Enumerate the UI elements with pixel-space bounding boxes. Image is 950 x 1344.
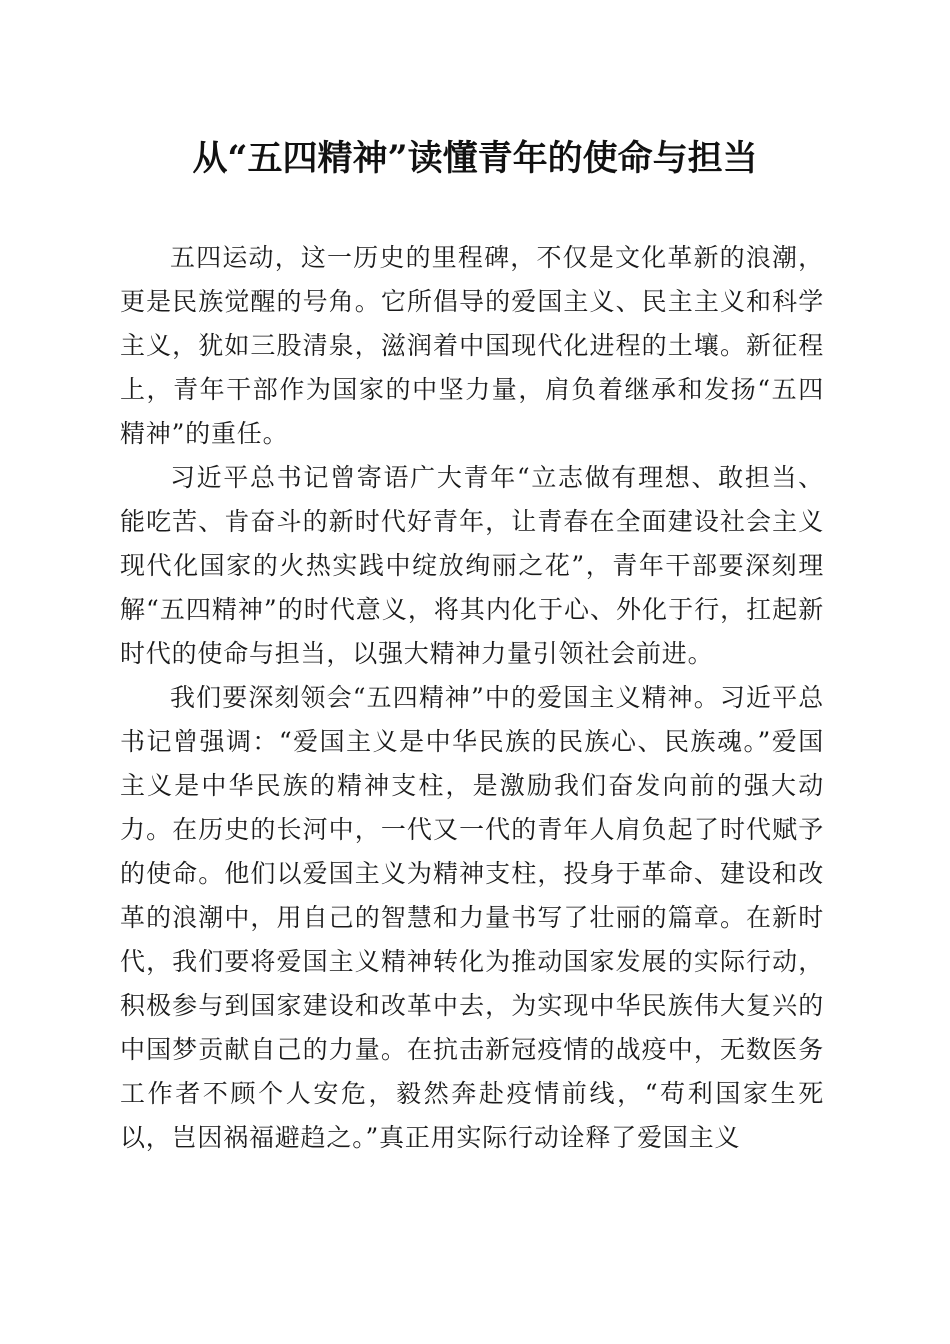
document-title: 从“五四精神”读懂青年的使命与担当	[192, 138, 758, 179]
document-body	[120, 236, 824, 1160]
paragraph-patriotism: 我们要深刻领会“五四精神”中的爱国主义精神。习近平总书记曾强调：“爱国主义是中华民族的民族心、民族魂。”爱国主义是中华民族的精神支柱，是激励我们奋发向前的强大动力。在历史的长河中，一代又一代的青年人肩负起了时代赋予的使命。他们以爱国主义为精神支柱，投身于革命、建设和改革的浪潮中，用自己的智慧和力量书写了壮丽的篇章。在新时代，我们要将爱国主义精神转化为推动国家发展的实际行动，积极参与到国家建设和改革中去，为实现中华民族伟大复兴的中国梦贡献自己的力量。在抗击新冠疫情的战疫中，无数医务工作者不顾个人安危，毅然奔赴疫情前线，“苟利国家生死以，岂因祸福避趋之。”真正用实际行动诠释了爱国主义	[120, 683, 824, 1152]
paragraph-youth-message: 习近平总书记曾寄语广大青年“立志做有理想、敢担当、能吃苦、肯奋斗的新时代好青年，让青春在全面建设社会主义现代化国家的火热实践中绽放绚丽之花”，青年干部要深刻理解“五四精神”的时代意义，将其内化于心、外化于行，扛起新时代的使命与担当，以强大精神力量引领社会前进。	[120, 463, 824, 668]
paragraph-intro: 五四运动，这一历史的里程碑，不仅是文化革新的浪潮，更是民族觉醒的号角。它所倡导的爱国主义、民主主义和科学主义，犹如三股清泉，滋润着中国现代化进程的土壤。新征程上，青年干部作为国家的中坚力量，肩负着继承和发扬“五四精神”的重任。	[120, 243, 824, 448]
